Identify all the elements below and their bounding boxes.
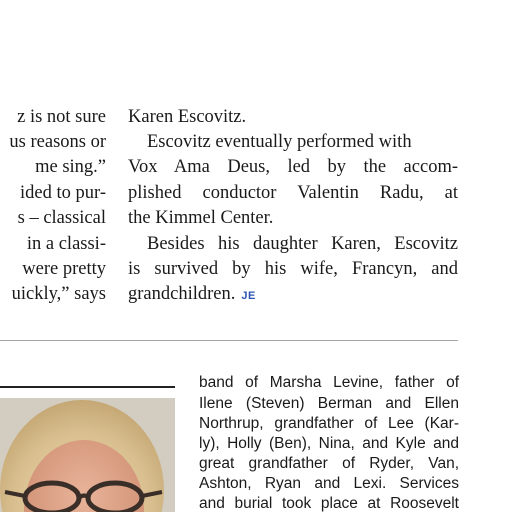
line-text: grandchildren. (128, 284, 236, 304)
section-divider (0, 340, 458, 341)
author-signature: JE (241, 290, 256, 302)
line-text: Escovitz eventually performed with (147, 132, 412, 152)
text-line: is survived by his wife, Francyn, and (128, 259, 458, 279)
text-line: plished conductor Valentin Radu, at (128, 183, 458, 203)
text-line: Northrup, grandfather of Lee (Kar- (199, 415, 459, 432)
text-line (147, 132, 458, 153)
text-line: and burial took place at Roosevelt (199, 495, 459, 512)
photo-rule (0, 386, 175, 388)
text-line-last (128, 284, 256, 305)
text-line: were pretty (22, 259, 106, 279)
text-line: ided to pur- (20, 183, 106, 203)
text-line: Ashton, Ryan and Lexi. Services (199, 475, 459, 492)
text-line: Karen Escovitz. (128, 107, 247, 127)
text-line: uickly,” says (11, 284, 106, 304)
text-line: Besides his daughter Karen, Escovitz (147, 234, 458, 254)
text-line: s – classical (17, 208, 106, 228)
portrait-illustration (0, 398, 175, 512)
text-line: Vox Ama Deus, led by the accom- (128, 157, 458, 177)
text-line: band of Marsha Levine, father of (199, 374, 459, 391)
text-line: great grandfather of Ryder, Van, (199, 455, 459, 472)
portrait-photo (0, 398, 175, 512)
text-line: me sing.” (35, 157, 106, 177)
text-line: ly), Holly (Ben), Nina, and Kyle and (199, 435, 459, 452)
text-line: Ilene (Steven) Berman and Ellen (199, 395, 459, 412)
text-line: the Kimmel Center. (128, 208, 274, 228)
text-line: z is not sure (17, 107, 106, 127)
text-line: in a classi- (26, 234, 106, 254)
text-line: us reasons or (9, 132, 106, 152)
